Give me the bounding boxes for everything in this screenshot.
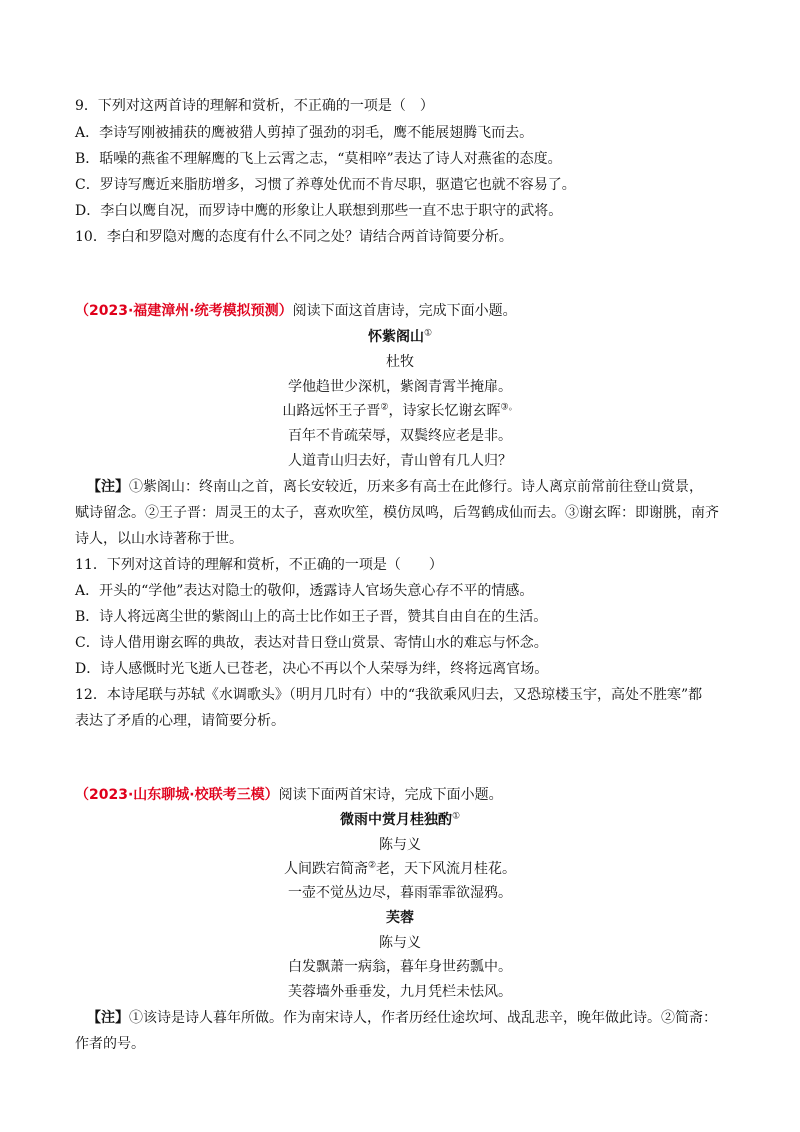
footnote-mark: ① [451, 811, 461, 822]
poem-1-line-2: 一壶不觉丛边尽，暮雨霏霏欲湿鸦。 [288, 885, 512, 901]
q9-option-d: D．李白以鹰自况，而罗诗中鹰的形象让人联想到那些一直不忠于职守的武将。 [75, 203, 563, 219]
source-tag: （2023·福建漳州·统考模拟预测） [75, 303, 293, 319]
q11-option-a: A．开头的“学他”表达对隐士的敬仰，透露诗人官场失意心存不平的情感。 [75, 583, 534, 599]
poem-line-1: 学他趋世少深机，紫阁青霄半掩扉。 [288, 379, 512, 395]
q9-option-b: B．聒噪的燕雀不理解鹰的飞上云霄之志，“莫相啐”表达了诗人对燕雀的态度。 [75, 151, 562, 167]
poem-author: 杜牧 [386, 354, 414, 370]
note-2: 作者的号。 [75, 1036, 145, 1052]
section-intro: 阅读下面两首宋诗，完成下面小题。 [278, 787, 503, 803]
poem-line-4: 人道青山归去好，青山曾有几人归？ [288, 453, 512, 469]
section-3-header [75, 785, 503, 805]
section-2-header [75, 301, 517, 321]
poem-1-title: 微雨中赏月桂独酌① [339, 811, 461, 828]
note-3: 诗人，以山水诗著称于世。 [75, 531, 243, 547]
poem-line-2: 山路远怀王子晋②，诗家长忆谢玄晖③。 [282, 402, 518, 419]
q11-option-b: B．诗人将远离尘世的紫阁山上的高士比作如王子晋，赞其自由自在的生活。 [75, 609, 548, 625]
footnote-mark: ① [423, 328, 433, 339]
question-10: 10．李白和罗隐对鹰的态度有什么不同之处？请结合两首诗简要分析。 [75, 229, 513, 245]
note-1: 【注】①紫阁山：终南山之首，离长安较近，历来多有高士在此修行。诗人离京前常前往登山赏景， [87, 479, 703, 495]
q9-option-c: C．罗诗写鹰近来脂肪增多，习惯了养尊处优而不肯尽职，驱遣它也就不容易了。 [75, 177, 576, 193]
poem-2-author: 陈与义 [379, 935, 421, 951]
question-12-line-2: 表达了矛盾的心理，请简要分析。 [75, 713, 285, 729]
source-tag: （2023·山东聊城·校联考三模） [75, 787, 279, 803]
note-2: 赋诗留念。②王子晋：周灵王的太子，喜欢吹笙，模仿凤鸣，后驾鹤成仙而去。③谢玄晖：即谢朓，南齐 [75, 505, 719, 521]
poem-line-3: 百年不肯疏荣辱，双鬓终应老是非。 [288, 428, 512, 444]
question-11: 11．下列对这首诗的理解和赏析，不正确的一项是（ ） [75, 557, 443, 573]
poem-2-line-2: 芙蓉墙外垂垂发，九月凭栏未怯风。 [288, 984, 512, 1000]
question-9: 9．下列对这两首诗的理解和赏析，不正确的一项是（ ） [75, 98, 434, 114]
poem-title: 怀紫阁山① [367, 328, 433, 345]
question-12-line-1: 12．本诗尾联与苏轼《水调歌头》（明月几时有）中的“我欲乘风归去，又恐琼楼玉宇，高处不胜寒”都 [75, 687, 703, 703]
poem-2-line-1: 白发飘萧一病翁，暮年身世药瓢中。 [288, 959, 512, 975]
poem-2-title: 芙蓉 [386, 910, 414, 926]
poem-1-line-1: 人间跌宕简斋②老，天下风流月桂花。 [283, 860, 517, 877]
q9-option-a: A．李诗写刚被捕获的鹰被猎人剪掉了强劲的羽毛，鹰不能展翅腾飞而去。 [75, 125, 534, 141]
poem-1-author: 陈与义 [379, 837, 421, 853]
q11-option-c: C．诗人借用谢玄晖的典故，表达对昔日登山赏景、寄情山水的难忘与怀念。 [75, 635, 548, 651]
note-1: 【注】①该诗是诗人暮年所做。作为南宋诗人，作者历经仕途坎坷、战乱悲辛，晚年做此诗。②简斋： [87, 1010, 717, 1026]
section-intro: 阅读下面这首唐诗，完成下面小题。 [292, 303, 517, 319]
q11-option-d: D．诗人感慨时光飞逝人已苍老，决心不再以个人荣辱为绊，终将远离官场。 [75, 661, 549, 677]
